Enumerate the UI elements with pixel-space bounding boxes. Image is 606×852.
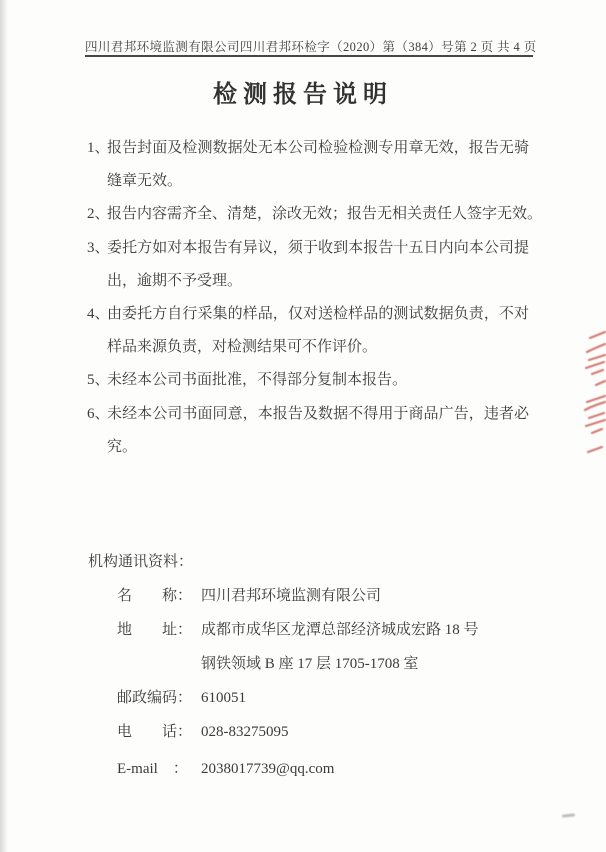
note-text: 委托方如对本报告有异议，须于收到本报告十五日内向本公司提出，逾期不予受理。 [107,239,529,289]
contact-value: 钢铁领域 B 座 17 层 1705-1708 室 [201,656,419,672]
contact-value: 成都市成华区龙潭总部经济城成宏路 18 号 [201,622,479,638]
note-text: 报告内容需齐全、清楚，涂改无效；报告无相关责任人签字无效。 [107,206,543,223]
contact-row-phone [117,715,479,749]
contact-label: 地 址： [117,622,193,638]
scan-smudge-mark [562,813,575,817]
contact-label: 电 话： [117,724,193,740]
contact-value: 028-83275095 [201,724,289,740]
note-item [87,364,529,397]
contact-label: 邮政编码： [117,690,193,706]
note-item [87,398,529,464]
note-number: 3、 [87,239,110,256]
contact-label: 名 称： [117,588,193,604]
contact-heading: 机构通讯资料： [88,554,194,570]
scan-edge-shadow [0,0,8,852]
contact-row-name [117,579,479,613]
contact-row-address-line2 [117,647,479,681]
note-item [87,198,543,231]
contact-row-postcode [117,681,479,715]
page-title: 检测报告说明 [213,82,393,108]
contact-row-address [117,613,479,647]
header-page-indicator: 第 2 页 共 4 页 [454,40,537,54]
note-text: 未经本公司书面同意，本报告及数据不得用于商品广告，违者必究。 [107,405,529,455]
note-number: 1、 [87,140,110,156]
contact-row-email [117,752,479,786]
note-item [87,298,529,364]
note-item [87,132,529,198]
note-text: 未经本公司书面批准，不得部分复制本报告。 [107,372,408,389]
contact-info-block [88,545,479,786]
note-number: 4、 [87,306,110,323]
notes-list [87,132,543,464]
note-number: 6、 [87,405,110,422]
red-seal-stamp-fragment-icon [576,330,606,462]
note-item [87,232,529,298]
note-number: 2、 [87,206,110,223]
note-text: 报告封面及检测数据处无本公司检验检测专用章无效，报告无骑缝章无效。 [107,140,529,190]
header-document-number: 四川君邦环检字（2020）第（384）号 [239,40,455,54]
note-text: 由委托方自行采集的样品，仅对送检样品的测试数据负责，不对样品来源负责，对检测结果可不作评价。 [107,306,529,356]
contact-value: 四川君邦环境监测有限公司 [201,588,382,604]
contact-value: 610051 [201,690,246,706]
contact-rows [117,579,479,786]
contact-label: E-mail ： [117,761,188,777]
page-header [85,37,537,55]
contact-value: 2038017739@qq.com [201,761,335,777]
header-company-name: 四川君邦环境监测有限公司 [85,40,240,54]
header-divider-line [85,55,533,57]
note-number: 5、 [87,372,110,389]
